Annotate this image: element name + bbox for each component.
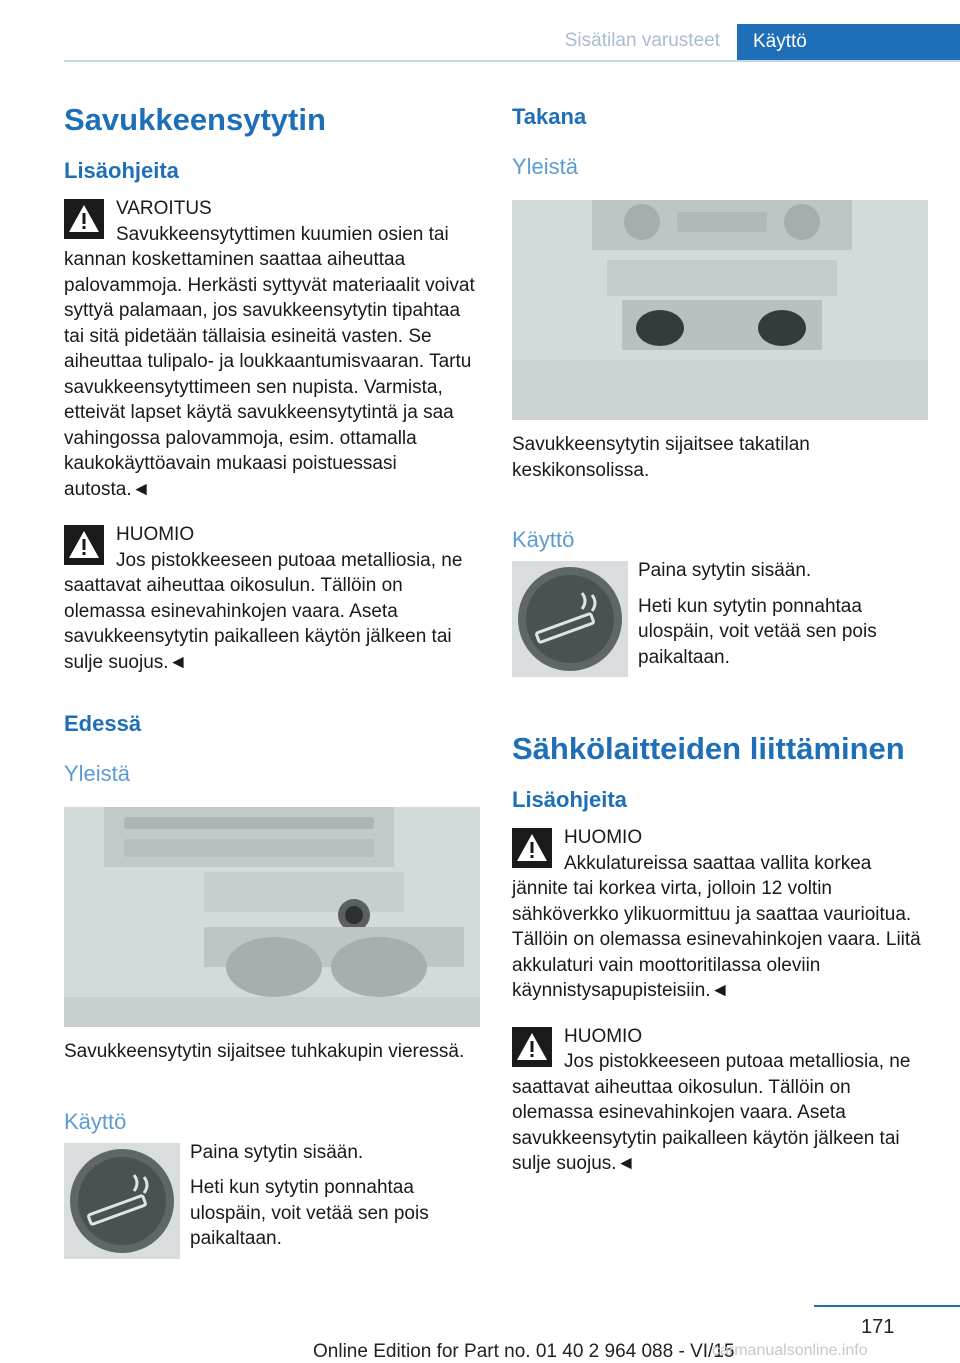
warning-triangle-icon <box>512 1027 552 1067</box>
page-title: Savukkeensytytin <box>64 102 326 137</box>
front-heading: Edessä <box>64 711 142 736</box>
warning-triangle-icon <box>64 199 104 239</box>
subtitle-instructions-2: Lisäohjeita <box>512 787 627 812</box>
warning-triangle-icon <box>512 828 552 868</box>
notice-block <box>512 825 928 1004</box>
front-usage <box>64 1137 480 1259</box>
notice-label: HUOMIO <box>116 524 195 545</box>
front-console-image <box>64 807 480 1027</box>
header-tab: Käyttö <box>737 24 960 62</box>
warning-label: VAROITUS <box>116 198 212 219</box>
rear-usage <box>512 555 928 677</box>
page-number: 171 <box>861 1316 895 1338</box>
right-column <box>512 102 928 1177</box>
edition-note: Online Edition for Part no. 01 40 2 964 088 - VI/15 <box>313 1341 735 1362</box>
notice-text: Jos pistokkeeseen putoaa metalliosia, ne saattavat aiheuttaa oikosulun. Tällöin on olemassa esinevahinkojen vaara. Aseta savukkeensytytin paikalleen käytön jälkeen tai sulje suojus.◄ <box>512 1051 911 1174</box>
front-usage-step2: Heti kun sytytin ponnahtaa ulospäin, voit vetää sen pois paikaltaan. <box>190 1177 429 1249</box>
header-rule <box>64 60 960 62</box>
section-title-connecting-devices: Sähkölaitteiden liittäminen <box>512 731 905 766</box>
notice-label: HUOMIO <box>564 827 643 848</box>
rear-usage-step2: Heti kun sytytin ponnahtaa ulospäin, voit vetää sen pois paikaltaan. <box>638 595 877 668</box>
rear-console-image <box>512 200 928 420</box>
notice-block <box>512 1024 928 1177</box>
header-section: Sisätilan varusteet <box>564 30 720 51</box>
warning-triangle-icon <box>64 525 104 565</box>
rear-usage-step1: Paina sytytin sisään. <box>638 560 812 581</box>
footer-rule <box>814 1305 960 1307</box>
lighter-button-image <box>512 561 628 677</box>
notice-text: Akkulatureissa saattaa vallita korkea jännite tai korkea virta, jolloin 12 voltin sähköverkko ylikuormittuu ja saattaa vaurioitua. Tällöin on olemassa esinevahinkojen vaara. Liitä akkulaturi vain moottoritilassa oleviin käynnistysapupisteisiin.◄ <box>512 852 921 1001</box>
front-usage-heading: Käyttö <box>64 1108 127 1134</box>
rear-caption: Savukkeensytytin sijaitsee takatilan keskikonsolissa. <box>512 434 810 481</box>
front-caption: Savukkeensytytin sijaitsee tuhkakupin vieressä. <box>64 1041 465 1062</box>
notice-block <box>64 522 480 675</box>
notice-label: HUOMIO <box>564 1025 643 1047</box>
rear-general-heading: Yleistä <box>512 154 579 179</box>
notice-text: Jos pistokkeeseen putoaa metalliosia, ne saattavat aiheuttaa oikosulun. Tällöin on olemassa esinevahinkojen vaara. Aseta savukkeensytytin paikalleen käytön jälkeen tai sulje suojus.◄ <box>64 549 463 673</box>
warning-block <box>64 196 480 502</box>
rear-usage-heading: Käyttö <box>512 527 575 552</box>
warning-text: Savukkeensytyttimen kuumien osien tai kannan koskettaminen saattaa aiheuttaa palovammoja. Herkästi syttyvät materiaalit voivat syttyä palamaan, jos savukkeensytytin tipahtaa tai sitä pidetään tällaisia esineitä vasten. Se aiheuttaa tulipalo- ja loukkaantumisvaaran. Tartu savukkeensytyttimeen sen nupista. Varmista, etteivät lapset käytä savukkeensytytintä ja saa vahingossa palovammoja, esim. ottamalla kaukokäyttöavain mukaasi poistuessasi autosta.◄ <box>64 223 475 500</box>
front-usage-step1: Paina sytytin sisään. <box>190 1141 364 1163</box>
lighter-button-image <box>64 1143 180 1259</box>
front-general-heading: Yleistä <box>64 761 131 786</box>
subtitle-instructions: Lisäohjeita <box>64 158 179 183</box>
watermark: carmanualsonline.info <box>712 1342 868 1359</box>
rear-heading: Takana <box>512 104 587 129</box>
left-column <box>64 98 480 1259</box>
